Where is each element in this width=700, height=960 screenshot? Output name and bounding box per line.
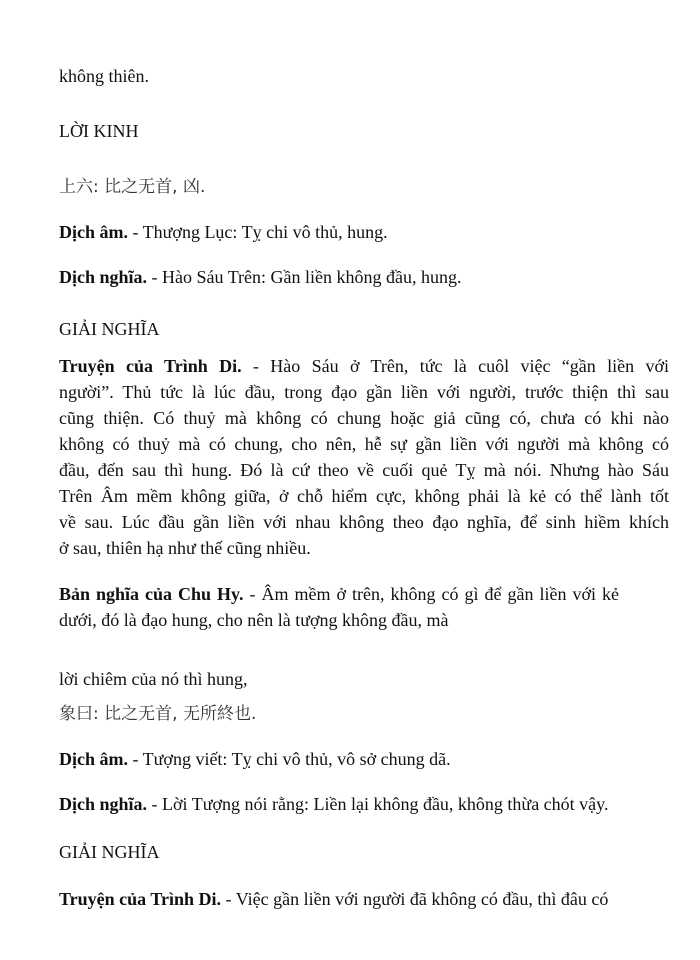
dich-am-line: [59, 219, 669, 245]
text: - Thượng Lục: Tỵ chi vô thủ, hung.: [128, 222, 388, 242]
label: Bản nghĩa của Chu Hy.: [59, 584, 244, 604]
dich-nghia-line: [59, 791, 669, 817]
line: về sau. Lúc đầu gần liền với nhau không theo đạo nghĩa, để sinh hiềm khích: [59, 512, 669, 532]
text: - Tượng viết: Tỵ chi vô thủ, vô sở chung dã.: [128, 749, 451, 769]
line: dưới, đó là đạo hung, cho nên là tượng không đầu, mà: [59, 610, 449, 630]
label: Dịch âm.: [59, 222, 128, 242]
label: Dịch nghĩa.: [59, 267, 148, 287]
chinese-text: 象曰: 比之无首, 无所終也.: [59, 704, 257, 724]
line: Trên Âm mềm không giữa, ở chỗ hiểm cực, không phải là kẻ có thể lành tốt: [59, 486, 669, 506]
text: không thiên.: [59, 66, 149, 86]
label: Dịch nghĩa.: [59, 794, 148, 814]
chinese-text: 上六: 比之无首, 凶.: [59, 177, 206, 197]
paragraph: lời chiêm của nó thì hung,: [59, 669, 248, 689]
text: - Âm mềm ở trên, không có gì để gần liền với kẻ: [243, 584, 619, 604]
dich-nghia-line: [59, 264, 669, 290]
text: - Hào Sáu Trên: Gần liền không đầu, hung.: [147, 267, 462, 287]
line: đầu, đến sau thì hung. Đó là cứ theo về cuối quẻ Tỵ mà nói. Nhưng hào Sáu: [59, 460, 669, 480]
truyen-trinh-di-paragraph: [59, 353, 669, 561]
line: [59, 353, 669, 379]
truyen-trinh-di-paragraph: [59, 886, 669, 912]
section-heading-giai-nghia: GIẢI NGHĨA: [59, 319, 160, 339]
label: Truyện của Trình Di.: [59, 356, 242, 376]
line: người”. Thủ tức là lúc đầu, trong đạo gần liền với người, trước thiện thì sau: [59, 382, 669, 402]
text: - Hào Sáu ở Trên, tức là cuôl việc “gần liền với: [241, 356, 669, 376]
paragraph-continuation: [59, 63, 669, 89]
text: - Lời Tượng nói rằng: Liền lại không đầu, không thừa chót vậy.: [147, 794, 609, 814]
line: cũng thiện. Có thuỷ mà không có chung hoặc giả cũng có, chưa có khi nào: [59, 408, 669, 428]
ban-nghia-paragraph: [59, 581, 619, 633]
label: Dịch âm.: [59, 749, 128, 769]
label: Truyện của Trình Di.: [59, 889, 222, 909]
line: ở sau, thiên hạ như thế cũng nhiều.: [59, 538, 311, 558]
section-heading-giai-nghia: GIẢI NGHĨA: [59, 842, 160, 862]
line: không có thuỷ mà có chung, cho nên, hễ sự gần liền với người mà không có: [59, 434, 669, 454]
text: - Việc gần liền với người đã không có đầu, thì đâu có: [221, 889, 609, 909]
dich-am-line: [59, 746, 669, 772]
line: [59, 581, 619, 607]
section-heading-loi-kinh: LỜI KINH: [59, 121, 139, 141]
